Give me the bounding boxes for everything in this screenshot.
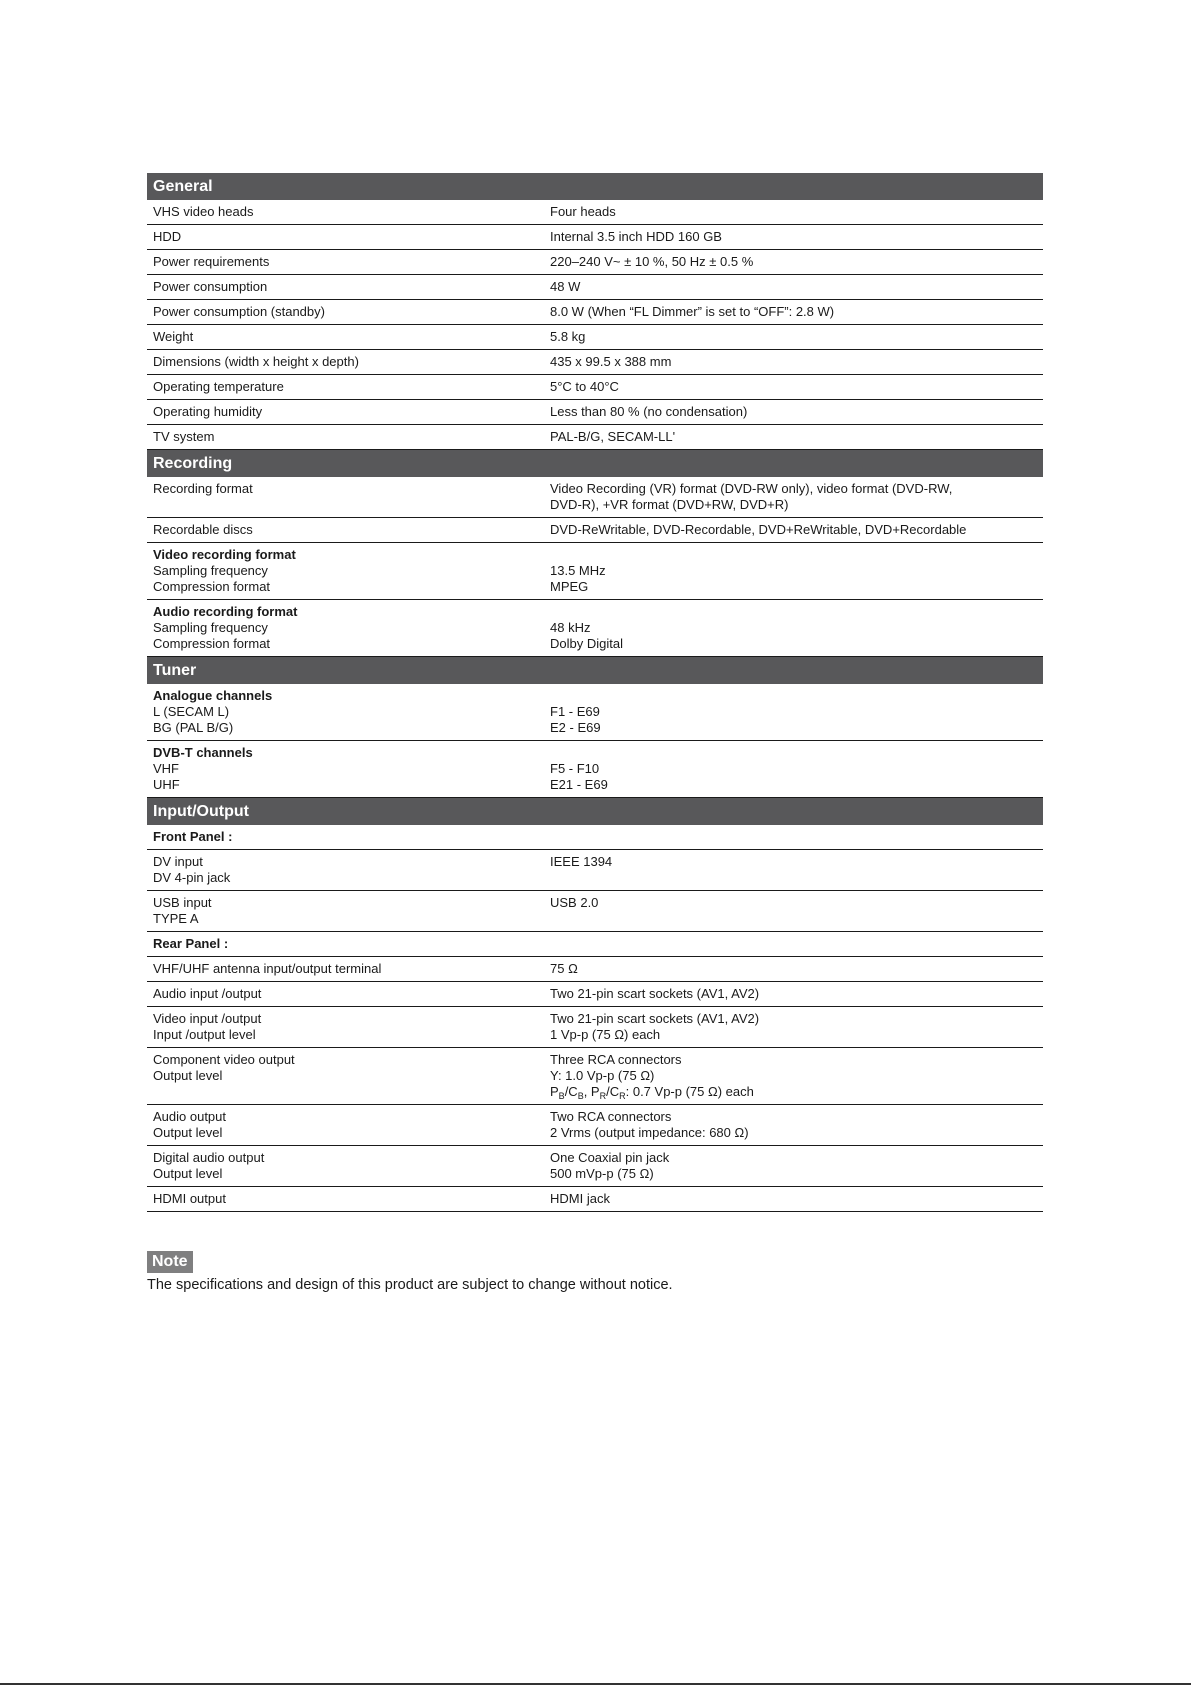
- spec-row: [147, 932, 1043, 957]
- spec-value-line: USB 2.0: [550, 895, 599, 910]
- spec-label: [147, 254, 550, 270]
- spec-label: [147, 404, 550, 420]
- spec-value-line: 5°C to 40°C: [550, 379, 619, 394]
- spec-row: [147, 300, 1043, 325]
- spec-label-line: Recordable discs: [153, 522, 253, 537]
- spec-value: [550, 745, 1043, 793]
- spec-label: [147, 936, 550, 952]
- spec-value-line: F1 - E69: [550, 704, 600, 719]
- spec-value-line: E2 - E69: [550, 720, 601, 735]
- spec-label: [147, 279, 550, 295]
- spec-value: [550, 429, 1043, 445]
- spec-label-line: VHF/UHF antenna input/output terminal: [153, 961, 382, 976]
- spec-value: [550, 854, 1043, 886]
- spec-value-line: HDMI jack: [550, 1191, 610, 1206]
- spec-label-line: Dimensions (width x height x depth): [153, 354, 359, 369]
- spec-label: [147, 745, 550, 793]
- spec-value: [550, 279, 1043, 295]
- spec-label-line: DV 4-pin jack: [153, 870, 231, 885]
- spec-row: [147, 982, 1043, 1007]
- spec-row: [147, 225, 1043, 250]
- spec-row: [147, 477, 1043, 518]
- note-badge: Note: [147, 1251, 193, 1273]
- spec-label: [147, 1011, 550, 1043]
- spec-value-line: Video Recording (VR) format (DVD-RW only), video format (DVD-RW,: [550, 481, 953, 496]
- spec-row: [147, 1146, 1043, 1187]
- specifications-table: [147, 173, 1043, 1212]
- spec-subheading: Analogue channels: [153, 688, 273, 703]
- spec-value: [550, 1052, 1043, 1100]
- spec-label-line: Output level: [153, 1125, 223, 1140]
- spec-row: [147, 543, 1043, 600]
- spec-value-line: Internal 3.5 inch HDD 160 GB: [550, 229, 722, 244]
- spec-label: [147, 961, 550, 977]
- spec-label: [147, 829, 550, 845]
- spec-value: [550, 829, 1043, 845]
- spec-row: [147, 741, 1043, 798]
- spec-label-line: Component video output: [153, 1052, 295, 1067]
- spec-row: [147, 275, 1043, 300]
- spec-label-line: USB input: [153, 895, 212, 910]
- spec-row: [147, 957, 1043, 982]
- spec-value: [550, 604, 1043, 652]
- spec-label-line: Compression format: [153, 579, 271, 594]
- spec-value: [550, 961, 1043, 977]
- spec-value-line: 48 W: [550, 279, 581, 294]
- spec-label-line: TV system: [153, 429, 215, 444]
- spec-value-line: 220–240 V~ ± 10 %, 50 Hz ± 0.5 %: [550, 254, 754, 269]
- spec-value-line: Three RCA connectors: [550, 1052, 682, 1067]
- spec-row: [147, 1048, 1043, 1105]
- spec-label: [147, 354, 550, 370]
- spec-value-line: DVD-ReWritable, DVD-Recordable, DVD+ReWritable, DVD+Recordable: [550, 522, 967, 537]
- spec-value-line: IEEE 1394: [550, 854, 613, 869]
- spec-value-line: [550, 547, 1037, 563]
- spec-row: [147, 1105, 1043, 1146]
- spec-value-line: 1 Vp-p (75 Ω) each: [550, 1027, 661, 1042]
- spec-label: [147, 604, 550, 652]
- spec-value-line: [550, 745, 1037, 761]
- spec-row: [147, 400, 1043, 425]
- spec-value: [550, 354, 1043, 370]
- spec-label: [147, 481, 550, 513]
- spec-subheading: Video recording format: [153, 547, 296, 562]
- spec-value-line: Dolby Digital: [550, 636, 623, 651]
- spec-value: [550, 547, 1043, 595]
- spec-label-line: Power consumption (standby): [153, 304, 325, 319]
- spec-label-line: Power requirements: [153, 254, 270, 269]
- spec-value-line: $P_B/C_B$, $P_R/C_R$: 0.7 Vp-p (75 Ω) each: [550, 1084, 754, 1101]
- spec-row: [147, 375, 1043, 400]
- spec-value-line: 48 kHz: [550, 620, 591, 635]
- spec-label: [147, 547, 550, 595]
- spec-row: [147, 518, 1043, 543]
- spec-value-line: [550, 604, 1037, 620]
- spec-label-line: Operating humidity: [153, 404, 263, 419]
- spec-value: [550, 254, 1043, 270]
- spec-subheading: Front Panel :: [153, 829, 233, 844]
- spec-row: [147, 850, 1043, 891]
- spec-value: [550, 895, 1043, 927]
- section-header-recording: Recording: [147, 450, 1043, 477]
- spec-label: [147, 1052, 550, 1100]
- spec-value: [550, 1150, 1043, 1182]
- spec-label-line: Digital audio output: [153, 1150, 265, 1165]
- spec-row: [147, 1007, 1043, 1048]
- spec-label-line: Recording format: [153, 481, 253, 496]
- spec-value-line: PAL-B/G, SECAM-LL': [550, 429, 676, 444]
- spec-value: [550, 329, 1043, 345]
- spec-label-line: Weight: [153, 329, 194, 344]
- spec-label: [147, 688, 550, 736]
- spec-value-line: Two 21-pin scart sockets (AV1, AV2): [550, 986, 760, 1001]
- spec-label-line: VHF: [153, 761, 179, 776]
- spec-value: [550, 404, 1043, 420]
- spec-label: [147, 1191, 550, 1207]
- spec-label-line: HDD: [153, 229, 182, 244]
- spec-value-line: One Coaxial pin jack: [550, 1150, 670, 1165]
- spec-value-line: 5.8 kg: [550, 329, 586, 344]
- spec-label-line: Output level: [153, 1166, 223, 1181]
- spec-value: [550, 522, 1043, 538]
- spec-label: [147, 854, 550, 886]
- spec-label: [147, 986, 550, 1002]
- spec-value-line: Y: 1.0 Vp-p (75 Ω): [550, 1068, 655, 1083]
- spec-value: [550, 304, 1043, 320]
- spec-value-line: DVD-R), +VR format (DVD+RW, DVD+R): [550, 497, 789, 512]
- spec-value-line: 75 Ω: [550, 961, 578, 976]
- spec-value: [550, 204, 1043, 220]
- spec-row: [147, 350, 1043, 375]
- spec-label-line: Power consumption: [153, 279, 268, 294]
- spec-row: [147, 825, 1043, 850]
- spec-label-line: HDMI output: [153, 1191, 226, 1206]
- section-header-tuner: Tuner: [147, 657, 1043, 684]
- spec-label-line: Output level: [153, 1068, 223, 1083]
- spec-value-line: F5 - F10: [550, 761, 600, 776]
- spec-label-line: Compression format: [153, 636, 271, 651]
- spec-label-line: Audio input /output: [153, 986, 262, 1001]
- spec-row: [147, 425, 1043, 450]
- spec-value: [550, 1191, 1043, 1207]
- spec-row: [147, 600, 1043, 657]
- spec-label: [147, 1150, 550, 1182]
- spec-row: [147, 325, 1043, 350]
- spec-row: [147, 200, 1043, 225]
- spec-label: [147, 522, 550, 538]
- spec-value: [550, 379, 1043, 395]
- spec-value-line: 435 x 99.5 x 388 mm: [550, 354, 672, 369]
- spec-value-line: 500 mVp-p (75 Ω): [550, 1166, 654, 1181]
- spec-value: [550, 986, 1043, 1002]
- spec-value-line: MPEG: [550, 579, 589, 594]
- spec-row: [147, 250, 1043, 275]
- spec-subheading: DVB-T channels: [153, 745, 253, 760]
- spec-label: [147, 895, 550, 927]
- spec-subheading: Rear Panel :: [153, 936, 229, 951]
- note-text: The specifications and design of this product are subject to change without notice.: [147, 1277, 673, 1293]
- spec-value: [550, 936, 1043, 952]
- spec-value-line: Two 21-pin scart sockets (AV1, AV2): [550, 1011, 760, 1026]
- spec-row: [147, 684, 1043, 741]
- spec-label-line: Audio output: [153, 1109, 227, 1124]
- spec-label: [147, 429, 550, 445]
- spec-label-line: Sampling frequency: [153, 563, 268, 578]
- spec-value-line: 2 Vrms (output impedance: 680 Ω): [550, 1125, 749, 1140]
- section-header-general: General: [147, 173, 1043, 200]
- spec-label-line: L (SECAM L): [153, 704, 230, 719]
- spec-label-line: DV input: [153, 854, 203, 869]
- spec-label-line: TYPE A: [153, 911, 199, 926]
- spec-label: [147, 379, 550, 395]
- spec-label: [147, 204, 550, 220]
- spec-label: [147, 1109, 550, 1141]
- spec-subheading: Audio recording format: [153, 604, 298, 619]
- spec-value-line: E21 - E69: [550, 777, 608, 792]
- spec-value-line: Two RCA connectors: [550, 1109, 672, 1124]
- spec-label-line: BG (PAL B/G): [153, 720, 234, 735]
- spec-value: [550, 481, 1043, 513]
- spec-label: [147, 329, 550, 345]
- spec-label-line: Operating temperature: [153, 379, 284, 394]
- spec-value: [550, 688, 1043, 736]
- spec-label-line: Input /output level: [153, 1027, 256, 1042]
- spec-value: [550, 1011, 1043, 1043]
- spec-value-line: Four heads: [550, 204, 616, 219]
- section-header-input-output: Input/Output: [147, 798, 1043, 825]
- spec-value: [550, 1109, 1043, 1141]
- spec-value-line: 13.5 MHz: [550, 563, 606, 578]
- spec-label: [147, 304, 550, 320]
- spec-value-line: [550, 688, 1037, 704]
- spec-label-line: UHF: [153, 777, 180, 792]
- spec-row: [147, 1187, 1043, 1212]
- spec-value-line: 8.0 W (When “FL Dimmer” is set to “OFF”: 2.8 W): [550, 304, 835, 319]
- spec-label: [147, 229, 550, 245]
- spec-value: [550, 229, 1043, 245]
- spec-label-line: Video input /output: [153, 1011, 262, 1026]
- spec-row: [147, 891, 1043, 932]
- spec-label-line: Sampling frequency: [153, 620, 268, 635]
- spec-value-line: Less than 80 % (no condensation): [550, 404, 748, 419]
- spec-label-line: VHS video heads: [153, 204, 254, 219]
